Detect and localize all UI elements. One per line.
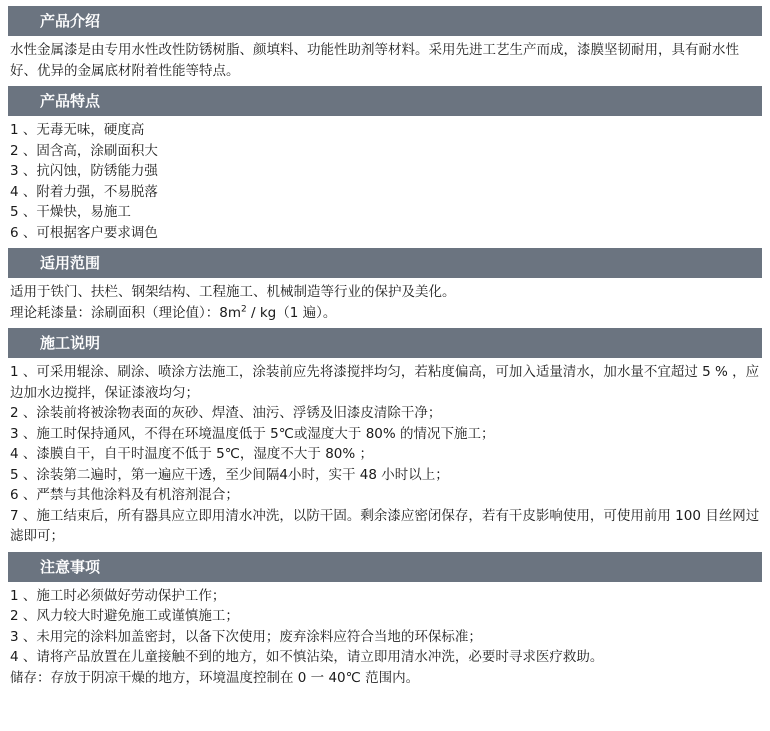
construction-step: 2 、涂装前将被涂物表面的灰砂、焊渣、油污、浮锈及旧漆皮清除干净； xyxy=(10,405,442,421)
section-header-construction: 施工说明 xyxy=(8,328,762,358)
feature-item: 5 、干燥快，易施工 xyxy=(10,204,131,220)
feature-item: 6 、可根据客户要求调色 xyxy=(10,224,158,241)
section-body-precautions xyxy=(8,582,762,692)
precaution-item: 3 、未用完的涂料加盖密封，以备下次使用；废弃涂料应符合当地的环保标准； xyxy=(10,628,482,645)
intro-paragraph: 水性金属漆是由专用水性改性防锈树脂、颜填料、功能性助剂等材料。采用先进工艺生产而成，漆膜坚韧耐用，具有耐水性好、优异的金属底材附着性能等特点。 xyxy=(10,42,739,79)
section-intro xyxy=(8,6,762,84)
consumption-text xyxy=(10,303,760,324)
construction-step: 7 、施工结束后，所有器具应立即用清水冲洗，以防干固。剩余漆应密闭保存，若有干皮影响使用，可使用前用 100 目丝网过滤即可； xyxy=(10,507,760,544)
section-header-intro: 产品介绍 xyxy=(8,6,762,36)
construction-step: 6 、严禁与其他涂料及有机溶剂混合； xyxy=(10,487,239,503)
section-header-precautions: 注意事项 xyxy=(8,552,762,582)
construction-step: 5 、涂装第二遍时，第一遍应干透，至少间隔4小时，实干 48 小时以上； xyxy=(10,466,449,483)
consumption-exponent: 2 xyxy=(241,304,247,314)
section-features xyxy=(8,86,762,246)
feature-item: 2 、固含高，涂刷面积大 xyxy=(10,142,158,159)
section-header-features: 产品特点 xyxy=(8,86,762,116)
consumption-suffix: / kg（1 遍）。 xyxy=(246,304,337,321)
section-body-construction xyxy=(8,358,762,550)
section-body-intro xyxy=(8,36,762,84)
storage-text: 储存：存放于阴凉干燥的地方，环境温度控制在 0 一 40℃ 范围内。 xyxy=(10,669,420,686)
precaution-item: 4 、请将产品放置在儿童接触不到的地方，如不慎沾染，请立即用清水冲洗，必要时寻求医疗救助。 xyxy=(10,649,604,665)
section-body-features xyxy=(8,116,762,246)
feature-item: 3 、抗闪蚀，防锈能力强 xyxy=(10,163,158,179)
feature-item: 4 、附着力强，不易脱落 xyxy=(10,183,158,200)
section-body-scope xyxy=(8,278,762,326)
precaution-item: 2 、风力较大时避免施工或谨慎施工； xyxy=(10,608,239,624)
scope-text: 适用于铁门、扶栏、钢架结构、工程施工、机械制造等行业的保护及美化。 xyxy=(10,284,456,300)
construction-step: 4 、漆膜自干，自干时温度不低于 5℃，湿度不大于 80% ； xyxy=(10,446,374,462)
construction-step: 3 、施工时保持通风，不得在环境温度低于 5℃或湿度大于 80% 的情况下施工； xyxy=(10,425,495,442)
consumption-prefix: 理论耗漆量：涂刷面积（理论值）：8m xyxy=(10,304,241,321)
precaution-item: 1 、施工时必须做好劳动保护工作； xyxy=(10,587,226,604)
section-scope xyxy=(8,248,762,326)
feature-item: 1 、无毒无味，硬度高 xyxy=(10,122,145,138)
section-header-scope: 适用范围 xyxy=(8,248,762,278)
section-construction xyxy=(8,328,762,550)
construction-step: 1 、可采用辊涂、刷涂、喷涂方法施工，涂装前应先将漆搅拌均匀，若粘度偏高，可加入适量清水，加水量不宜超过 5 % ，应边加水边搅拌，保证漆液均匀； xyxy=(10,364,760,401)
section-precautions xyxy=(8,552,762,692)
